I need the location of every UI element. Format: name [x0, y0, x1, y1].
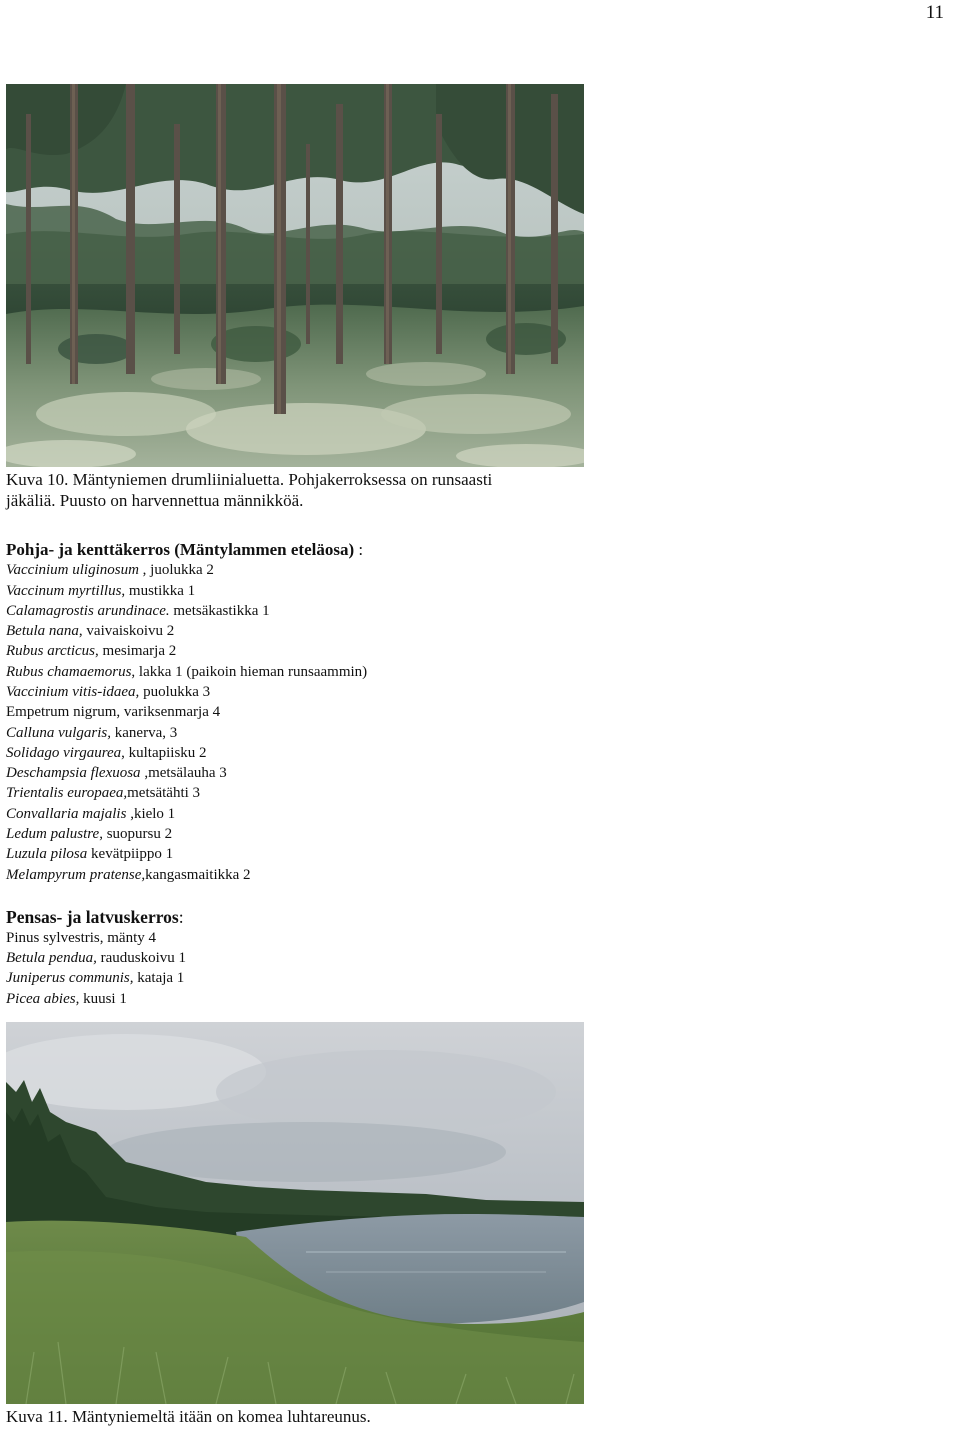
figure-caption-kuva-10 — [6, 469, 586, 511]
common-name-and-abundance: kataja 1 — [133, 970, 185, 987]
scientific-name: Solidago virgaurea — [6, 744, 122, 761]
section-title: Pohja- ja kenttäkerros (Mäntylammen eteläosa) — [6, 540, 355, 559]
pine-forest-photo — [6, 84, 584, 467]
species-list — [6, 560, 706, 885]
scientific-name: Rubus arcticus — [6, 643, 96, 660]
caption-line: Kuva 10. Mäntyniemen drumliinialuetta. Pohjakerroksessa on runsaasti — [6, 470, 493, 489]
scientific-name: Juniperus communis, — [6, 970, 134, 987]
common-name-and-abundance: ,kielo 1 — [126, 805, 176, 822]
common-name-and-abundance: , vaivaiskoivu 2 — [78, 623, 175, 640]
common-name-and-abundance: , kuusi 1 — [75, 990, 127, 1007]
ground-layer-species-section — [6, 540, 706, 885]
species-entry — [6, 824, 706, 844]
common-name-and-abundance: , mustikka 1 — [121, 582, 196, 599]
page-number: 11 — [925, 2, 944, 23]
species-entry — [6, 581, 706, 601]
scientific-name: Picea abies — [6, 990, 76, 1007]
common-name-and-abundance: puolukka 3 — [139, 683, 211, 700]
scientific-name: Pinus sylvestris — [6, 930, 100, 946]
common-name-and-abundance: kanerva, 3 — [111, 724, 178, 741]
species-entry — [6, 702, 706, 722]
common-name-and-abundance: , juolukka 2 — [138, 562, 214, 579]
section-title-colon: : — [354, 540, 364, 559]
common-name-and-abundance: , mesimarja 2 — [95, 643, 177, 660]
species-entry — [6, 662, 706, 682]
common-name-and-abundance: , mänty 4 — [99, 930, 157, 946]
figure-caption-kuva-11: Kuva 11. Mäntyniemeltä itään on komea luhtareunus. — [6, 1407, 371, 1426]
scientific-name: Luzula pilosa — [6, 846, 88, 863]
lake-shore-meadow-photo — [6, 1022, 584, 1404]
scientific-name: Deschampsia flexuosa — [6, 765, 141, 782]
section-heading — [6, 906, 706, 928]
common-name-and-abundance: kangasmaitikka 2 — [145, 866, 251, 883]
scientific-name: Trientalis europaea, — [6, 785, 128, 802]
species-list — [6, 928, 706, 1009]
species-entry — [6, 968, 706, 988]
common-name-and-abundance: metsäkastikka 1 — [169, 602, 270, 619]
common-name-and-abundance: kevätpiippo 1 — [87, 846, 174, 863]
shrub-canopy-layer-species-section — [6, 906, 706, 1009]
scientific-name: Betula nana — [6, 623, 79, 640]
species-entry — [6, 641, 706, 661]
species-entry — [6, 723, 706, 743]
species-entry — [6, 621, 706, 641]
scientific-name: Vaccinium vitis-idaea, — [6, 683, 140, 700]
scientific-name: Convallaria majalis — [6, 805, 127, 822]
scientific-name: Rubus chamaemorus — [6, 663, 132, 680]
species-entry — [6, 804, 706, 824]
scientific-name: Calamagrostis arundinace. — [6, 602, 170, 619]
section-title-colon: : — [178, 907, 184, 927]
scientific-name: Melampyrum pratense, — [6, 866, 146, 883]
scientific-name: Empetrum nigrum — [6, 704, 117, 721]
species-entry — [6, 560, 706, 580]
common-name-and-abundance: ,metsälauha 3 — [140, 765, 227, 782]
species-entry — [6, 989, 706, 1009]
common-name-and-abundance: , variksenmarja 4 — [116, 704, 221, 721]
caption-line: jäkäliä. Puusto on harvennettua männikköä. — [6, 491, 304, 510]
scientific-name: Ledum palustre — [6, 826, 100, 843]
scientific-name: Calluna vulgaris, — [6, 724, 112, 741]
species-entry — [6, 865, 706, 885]
common-name-and-abundance: , lakka 1 (paikoin hieman runsaammin) — [131, 663, 368, 680]
common-name-and-abundance: , kultapiisku 2 — [121, 744, 207, 761]
species-entry — [6, 844, 706, 864]
species-entry — [6, 682, 706, 702]
species-entry — [6, 783, 706, 803]
species-entry — [6, 601, 706, 621]
common-name-and-abundance: , suopursu 2 — [99, 826, 173, 843]
scientific-name: Betula pendua, — [6, 950, 97, 967]
section-heading — [6, 540, 706, 560]
scientific-name: Vaccinum myrtillus — [6, 582, 122, 599]
species-entry — [6, 763, 706, 783]
scientific-name: Vaccinium uliginosum — [6, 562, 139, 579]
species-entry — [6, 743, 706, 763]
common-name-and-abundance: metsätähti 3 — [127, 785, 201, 802]
common-name-and-abundance: rauduskoivu 1 — [96, 950, 186, 967]
section-title: Pensas- ja latvuskerros — [6, 907, 179, 927]
species-entry — [6, 928, 706, 948]
species-entry — [6, 948, 706, 968]
